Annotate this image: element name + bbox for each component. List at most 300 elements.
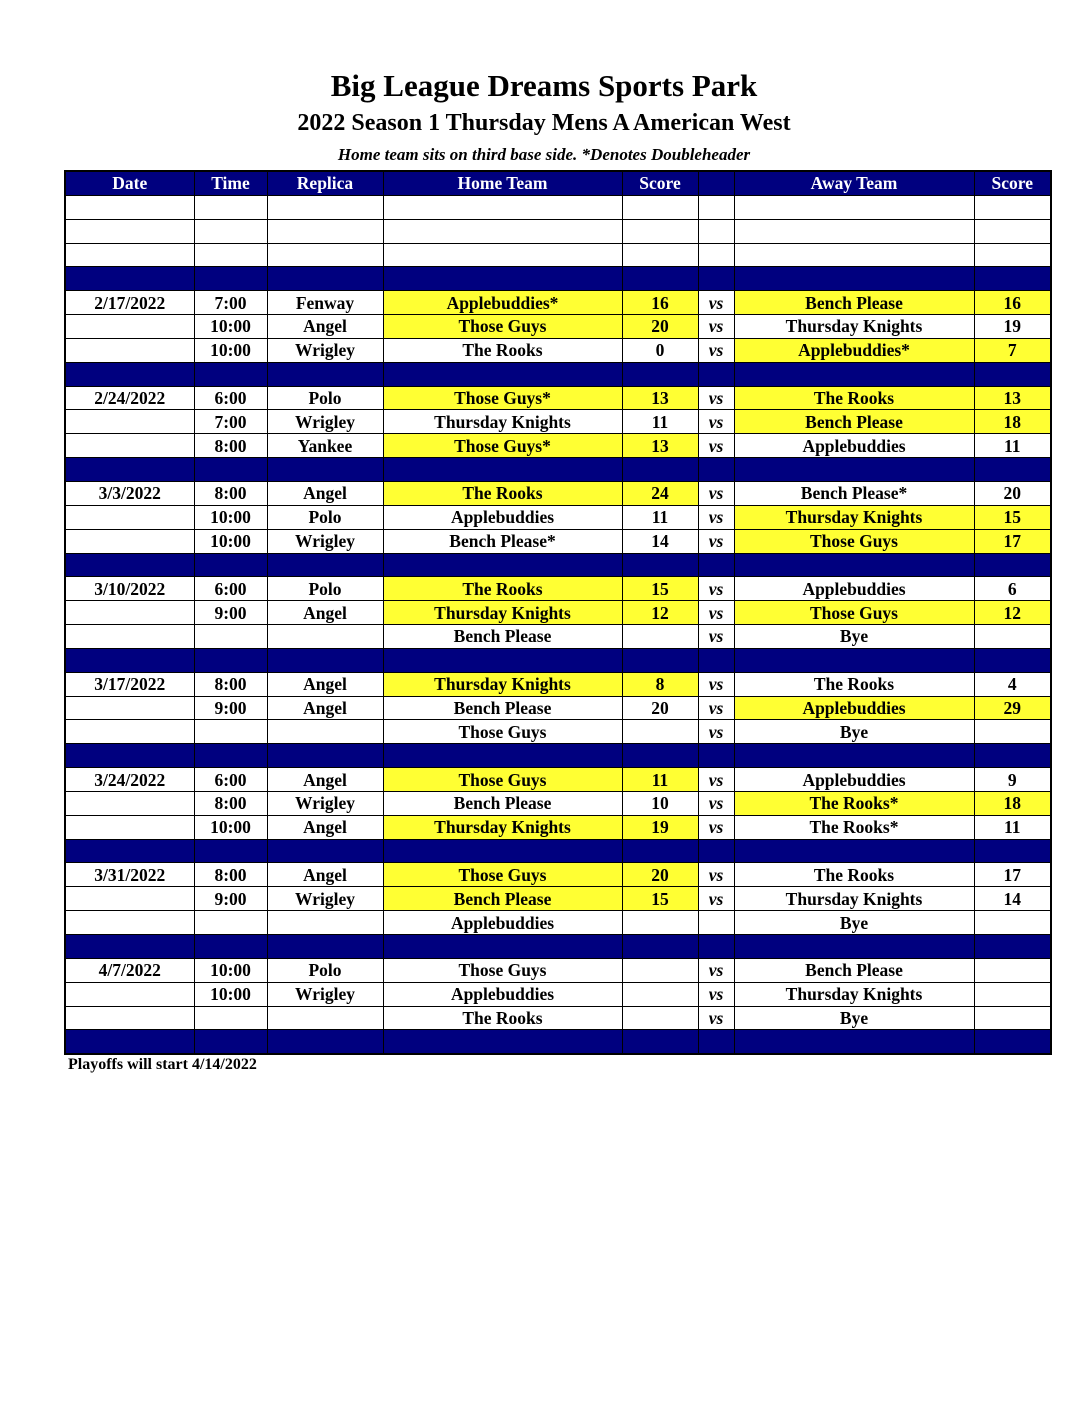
home-team-cell: Thursday Knights bbox=[383, 815, 622, 839]
home-team-cell: Bench Please bbox=[383, 696, 622, 720]
col-header-vs bbox=[698, 171, 734, 195]
vs-cell bbox=[698, 267, 734, 291]
table-row bbox=[65, 625, 1051, 649]
home-team-cell bbox=[383, 267, 622, 291]
away-team-cell: Bye bbox=[734, 625, 974, 649]
date-cell: 2/17/2022 bbox=[65, 291, 194, 315]
home-score-cell: 20 bbox=[622, 315, 698, 339]
time-cell: 10:00 bbox=[194, 338, 267, 362]
home-team-cell: The Rooks bbox=[383, 1006, 622, 1030]
date-cell bbox=[65, 601, 194, 625]
time-cell: 10:00 bbox=[194, 529, 267, 553]
week-separator-row bbox=[65, 648, 1051, 672]
page-subtitle: 2022 Season 1 Thursday Mens A American West bbox=[297, 110, 791, 136]
date-cell: 3/31/2022 bbox=[65, 863, 194, 887]
week-separator-row bbox=[65, 839, 1051, 863]
time-cell: 8:00 bbox=[194, 791, 267, 815]
date-cell bbox=[65, 243, 194, 267]
home-team-cell: The Rooks bbox=[383, 577, 622, 601]
replica-cell bbox=[267, 935, 383, 959]
away-team-cell bbox=[734, 362, 974, 386]
away-score-cell bbox=[974, 195, 1051, 219]
table-row bbox=[65, 601, 1051, 625]
away-score-cell bbox=[974, 982, 1051, 1006]
date-cell bbox=[65, 553, 194, 577]
home-score-cell bbox=[622, 458, 698, 482]
home-team-cell bbox=[383, 458, 622, 482]
time-cell: 6:00 bbox=[194, 386, 267, 410]
home-team-cell bbox=[383, 219, 622, 243]
vs-cell: vs bbox=[698, 291, 734, 315]
vs-cell bbox=[698, 362, 734, 386]
away-score-cell bbox=[974, 219, 1051, 243]
time-cell: 8:00 bbox=[194, 863, 267, 887]
away-score-cell: 11 bbox=[974, 815, 1051, 839]
home-score-cell bbox=[622, 553, 698, 577]
home-score-cell: 19 bbox=[622, 815, 698, 839]
replica-cell bbox=[267, 195, 383, 219]
away-team-cell: Those Guys bbox=[734, 601, 974, 625]
home-team-cell: Applebuddies bbox=[383, 911, 622, 935]
table-row bbox=[65, 338, 1051, 362]
away-team-cell: Thursday Knights bbox=[734, 982, 974, 1006]
home-score-cell bbox=[622, 1030, 698, 1054]
away-team-cell: Bench Please bbox=[734, 291, 974, 315]
home-score-cell bbox=[622, 648, 698, 672]
home-team-cell: Applebuddies bbox=[383, 505, 622, 529]
time-cell bbox=[194, 362, 267, 386]
week-separator-row bbox=[65, 553, 1051, 577]
home-score-cell bbox=[622, 744, 698, 768]
vs-cell: vs bbox=[698, 315, 734, 339]
replica-cell: Wrigley bbox=[267, 887, 383, 911]
replica-cell bbox=[267, 243, 383, 267]
away-team-cell: The Rooks bbox=[734, 863, 974, 887]
vs-cell bbox=[698, 195, 734, 219]
away-score-cell: 17 bbox=[974, 529, 1051, 553]
replica-cell: Angel bbox=[267, 672, 383, 696]
date-cell bbox=[65, 815, 194, 839]
time-cell: 10:00 bbox=[194, 505, 267, 529]
away-team-cell bbox=[734, 195, 974, 219]
home-team-cell bbox=[383, 935, 622, 959]
time-cell bbox=[194, 553, 267, 577]
replica-cell: Wrigley bbox=[267, 791, 383, 815]
replica-cell: Yankee bbox=[267, 434, 383, 458]
home-team-cell: Those Guys bbox=[383, 720, 622, 744]
table-row bbox=[65, 768, 1051, 792]
away-team-cell: Thursday Knights bbox=[734, 315, 974, 339]
away-score-cell bbox=[974, 1006, 1051, 1030]
table-row bbox=[65, 911, 1051, 935]
away-score-cell bbox=[974, 744, 1051, 768]
table-row bbox=[65, 672, 1051, 696]
vs-cell bbox=[698, 744, 734, 768]
away-score-cell: 6 bbox=[974, 577, 1051, 601]
away-score-cell bbox=[974, 362, 1051, 386]
time-cell: 6:00 bbox=[194, 768, 267, 792]
home-team-cell: Thursday Knights bbox=[383, 601, 622, 625]
date-cell bbox=[65, 911, 194, 935]
week-separator-row bbox=[65, 1030, 1051, 1054]
away-score-cell: 18 bbox=[974, 791, 1051, 815]
home-score-cell bbox=[622, 243, 698, 267]
away-score-cell: 7 bbox=[974, 338, 1051, 362]
home-team-cell: The Rooks bbox=[383, 338, 622, 362]
vs-cell bbox=[698, 458, 734, 482]
col-header-home-score: Score bbox=[622, 171, 698, 195]
week-separator-row bbox=[65, 362, 1051, 386]
home-team-cell: Those Guys* bbox=[383, 434, 622, 458]
replica-cell bbox=[267, 911, 383, 935]
week-separator-row bbox=[65, 267, 1051, 291]
replica-cell: Angel bbox=[267, 815, 383, 839]
away-score-cell: 9 bbox=[974, 768, 1051, 792]
replica-cell bbox=[267, 744, 383, 768]
away-score-cell: 13 bbox=[974, 386, 1051, 410]
home-score-cell bbox=[622, 267, 698, 291]
home-team-cell: Thursday Knights bbox=[383, 672, 622, 696]
away-score-cell bbox=[974, 243, 1051, 267]
date-cell bbox=[65, 935, 194, 959]
table-row bbox=[65, 434, 1051, 458]
home-team-cell: Bench Please* bbox=[383, 529, 622, 553]
replica-cell bbox=[267, 720, 383, 744]
home-score-cell: 12 bbox=[622, 601, 698, 625]
away-score-cell bbox=[974, 625, 1051, 649]
table-row bbox=[65, 1006, 1051, 1030]
home-score-cell bbox=[622, 362, 698, 386]
replica-cell: Wrigley bbox=[267, 410, 383, 434]
vs-cell: vs bbox=[698, 720, 734, 744]
away-score-cell bbox=[974, 958, 1051, 982]
time-cell: 8:00 bbox=[194, 434, 267, 458]
away-score-cell: 14 bbox=[974, 887, 1051, 911]
replica-cell bbox=[267, 625, 383, 649]
away-team-cell: Bench Please bbox=[734, 958, 974, 982]
date-cell bbox=[65, 267, 194, 291]
col-header-replica: Replica bbox=[267, 171, 383, 195]
replica-cell: Fenway bbox=[267, 291, 383, 315]
away-team-cell: Bye bbox=[734, 1006, 974, 1030]
replica-cell bbox=[267, 648, 383, 672]
week-separator-row bbox=[65, 935, 1051, 959]
home-team-cell bbox=[383, 243, 622, 267]
time-cell bbox=[194, 267, 267, 291]
away-score-cell bbox=[974, 1030, 1051, 1054]
away-team-cell: Bench Please* bbox=[734, 481, 974, 505]
replica-cell: Angel bbox=[267, 315, 383, 339]
away-team-cell bbox=[734, 243, 974, 267]
home-team-cell: Applebuddies bbox=[383, 982, 622, 1006]
replica-cell bbox=[267, 458, 383, 482]
home-score-cell: 11 bbox=[622, 768, 698, 792]
vs-cell: vs bbox=[698, 791, 734, 815]
away-score-cell: 18 bbox=[974, 410, 1051, 434]
home-team-cell: Bench Please bbox=[383, 625, 622, 649]
time-cell bbox=[194, 839, 267, 863]
away-score-cell bbox=[974, 839, 1051, 863]
away-score-cell bbox=[974, 911, 1051, 935]
week-separator-row bbox=[65, 458, 1051, 482]
time-cell: 7:00 bbox=[194, 291, 267, 315]
vs-cell: vs bbox=[698, 1006, 734, 1030]
date-cell: 3/24/2022 bbox=[65, 768, 194, 792]
table-row bbox=[65, 291, 1051, 315]
home-score-cell: 20 bbox=[622, 863, 698, 887]
time-cell bbox=[194, 1006, 267, 1030]
home-score-cell: 14 bbox=[622, 529, 698, 553]
date-cell bbox=[65, 696, 194, 720]
replica-cell: Wrigley bbox=[267, 529, 383, 553]
table-row bbox=[65, 791, 1051, 815]
home-score-cell bbox=[622, 1006, 698, 1030]
schedule-note: Home team sits on third base side. *Denotes Doubleheader bbox=[337, 145, 751, 164]
replica-cell bbox=[267, 839, 383, 863]
vs-cell: vs bbox=[698, 601, 734, 625]
replica-cell: Polo bbox=[267, 505, 383, 529]
vs-cell bbox=[698, 1030, 734, 1054]
replica-cell: Angel bbox=[267, 863, 383, 887]
date-cell bbox=[65, 720, 194, 744]
vs-cell: vs bbox=[698, 982, 734, 1006]
away-score-cell: 19 bbox=[974, 315, 1051, 339]
time-cell bbox=[194, 1030, 267, 1054]
replica-cell bbox=[267, 553, 383, 577]
away-team-cell: The Rooks bbox=[734, 672, 974, 696]
table-row bbox=[65, 529, 1051, 553]
time-cell bbox=[194, 195, 267, 219]
home-team-cell: Bench Please bbox=[383, 791, 622, 815]
away-team-cell: Thursday Knights bbox=[734, 887, 974, 911]
vs-cell: vs bbox=[698, 434, 734, 458]
vs-cell bbox=[698, 935, 734, 959]
away-score-cell bbox=[974, 267, 1051, 291]
date-cell bbox=[65, 434, 194, 458]
away-team-cell: Applebuddies bbox=[734, 768, 974, 792]
replica-cell bbox=[267, 219, 383, 243]
away-team-cell bbox=[734, 219, 974, 243]
away-team-cell: Thursday Knights bbox=[734, 505, 974, 529]
vs-cell: vs bbox=[698, 505, 734, 529]
home-score-cell bbox=[622, 911, 698, 935]
vs-cell: vs bbox=[698, 625, 734, 649]
date-cell bbox=[65, 410, 194, 434]
away-score-cell: 11 bbox=[974, 434, 1051, 458]
home-team-cell bbox=[383, 1030, 622, 1054]
away-team-cell: Those Guys bbox=[734, 529, 974, 553]
date-cell bbox=[65, 195, 194, 219]
home-score-cell: 15 bbox=[622, 887, 698, 911]
home-team-cell: Those Guys bbox=[383, 768, 622, 792]
date-cell bbox=[65, 458, 194, 482]
time-cell bbox=[194, 935, 267, 959]
home-score-cell: 13 bbox=[622, 386, 698, 410]
playoffs-note: Playoffs will start 4/14/2022 bbox=[68, 1056, 257, 1073]
date-cell: 3/3/2022 bbox=[65, 481, 194, 505]
home-team-cell bbox=[383, 553, 622, 577]
col-header-away-score: Score bbox=[974, 171, 1051, 195]
time-cell: 7:00 bbox=[194, 410, 267, 434]
home-team-cell: Those Guys bbox=[383, 863, 622, 887]
date-cell bbox=[65, 1006, 194, 1030]
time-cell: 6:00 bbox=[194, 577, 267, 601]
time-cell: 8:00 bbox=[194, 481, 267, 505]
away-score-cell: 4 bbox=[974, 672, 1051, 696]
replica-cell bbox=[267, 1006, 383, 1030]
away-score-cell bbox=[974, 648, 1051, 672]
time-cell: 9:00 bbox=[194, 696, 267, 720]
time-cell: 10:00 bbox=[194, 315, 267, 339]
date-cell bbox=[65, 362, 194, 386]
away-team-cell: The Rooks* bbox=[734, 791, 974, 815]
replica-cell: Polo bbox=[267, 958, 383, 982]
home-score-cell bbox=[622, 195, 698, 219]
table-row bbox=[65, 982, 1051, 1006]
vs-cell: vs bbox=[698, 768, 734, 792]
replica-cell bbox=[267, 267, 383, 291]
away-team-cell bbox=[734, 648, 974, 672]
table-row bbox=[65, 505, 1051, 529]
date-cell bbox=[65, 625, 194, 649]
schedule-body bbox=[65, 195, 1051, 1054]
time-cell: 10:00 bbox=[194, 815, 267, 839]
empty-row bbox=[65, 219, 1051, 243]
table-row bbox=[65, 696, 1051, 720]
replica-cell: Polo bbox=[267, 577, 383, 601]
away-score-cell bbox=[974, 553, 1051, 577]
date-cell bbox=[65, 648, 194, 672]
home-team-cell: Those Guys bbox=[383, 958, 622, 982]
replica-cell: Polo bbox=[267, 386, 383, 410]
away-score-cell bbox=[974, 458, 1051, 482]
time-cell bbox=[194, 648, 267, 672]
replica-cell bbox=[267, 362, 383, 386]
home-score-cell: 16 bbox=[622, 291, 698, 315]
home-team-cell: The Rooks bbox=[383, 481, 622, 505]
away-team-cell bbox=[734, 267, 974, 291]
vs-cell: vs bbox=[698, 386, 734, 410]
vs-cell bbox=[698, 648, 734, 672]
vs-cell: vs bbox=[698, 672, 734, 696]
away-team-cell bbox=[734, 458, 974, 482]
time-cell bbox=[194, 744, 267, 768]
home-team-cell bbox=[383, 362, 622, 386]
home-team-cell: Those Guys bbox=[383, 315, 622, 339]
away-score-cell: 20 bbox=[974, 481, 1051, 505]
home-score-cell: 20 bbox=[622, 696, 698, 720]
away-score-cell: 17 bbox=[974, 863, 1051, 887]
date-cell bbox=[65, 839, 194, 863]
home-team-cell bbox=[383, 839, 622, 863]
date-cell bbox=[65, 791, 194, 815]
home-team-cell bbox=[383, 195, 622, 219]
away-score-cell: 16 bbox=[974, 291, 1051, 315]
table-row bbox=[65, 815, 1051, 839]
empty-row bbox=[65, 243, 1051, 267]
vs-cell: vs bbox=[698, 696, 734, 720]
vs-cell: vs bbox=[698, 529, 734, 553]
vs-cell bbox=[698, 219, 734, 243]
home-score-cell: 0 bbox=[622, 338, 698, 362]
col-header-date: Date bbox=[65, 171, 194, 195]
home-score-cell bbox=[622, 935, 698, 959]
away-team-cell bbox=[734, 744, 974, 768]
home-team-cell: Applebuddies* bbox=[383, 291, 622, 315]
table-row bbox=[65, 481, 1051, 505]
table-row bbox=[65, 315, 1051, 339]
away-team-cell: Applebuddies* bbox=[734, 338, 974, 362]
home-score-cell bbox=[622, 625, 698, 649]
date-cell bbox=[65, 529, 194, 553]
away-score-cell: 12 bbox=[974, 601, 1051, 625]
col-header-home-team: Home Team bbox=[383, 171, 622, 195]
away-team-cell: The Rooks* bbox=[734, 815, 974, 839]
vs-cell: vs bbox=[698, 338, 734, 362]
vs-cell: vs bbox=[698, 958, 734, 982]
away-score-cell bbox=[974, 935, 1051, 959]
vs-cell bbox=[698, 243, 734, 267]
home-team-cell: Bench Please bbox=[383, 887, 622, 911]
home-score-cell: 15 bbox=[622, 577, 698, 601]
home-score-cell: 13 bbox=[622, 434, 698, 458]
home-score-cell bbox=[622, 839, 698, 863]
away-team-cell bbox=[734, 1030, 974, 1054]
week-separator-row bbox=[65, 744, 1051, 768]
away-team-cell bbox=[734, 935, 974, 959]
vs-cell: vs bbox=[698, 481, 734, 505]
away-team-cell: Bye bbox=[734, 911, 974, 935]
vs-cell bbox=[698, 911, 734, 935]
away-score-cell: 15 bbox=[974, 505, 1051, 529]
table-header-row bbox=[65, 171, 1051, 195]
away-team-cell: Applebuddies bbox=[734, 434, 974, 458]
home-score-cell bbox=[622, 720, 698, 744]
time-cell bbox=[194, 720, 267, 744]
replica-cell bbox=[267, 1030, 383, 1054]
time-cell bbox=[194, 219, 267, 243]
home-team-cell bbox=[383, 648, 622, 672]
date-cell bbox=[65, 744, 194, 768]
date-cell: 3/17/2022 bbox=[65, 672, 194, 696]
time-cell bbox=[194, 243, 267, 267]
table-row bbox=[65, 863, 1051, 887]
away-team-cell bbox=[734, 553, 974, 577]
vs-cell: vs bbox=[698, 863, 734, 887]
date-cell bbox=[65, 338, 194, 362]
away-team-cell: The Rooks bbox=[734, 386, 974, 410]
home-score-cell: 11 bbox=[622, 505, 698, 529]
schedule-table bbox=[64, 170, 1052, 1055]
table-row bbox=[65, 386, 1051, 410]
vs-cell: vs bbox=[698, 577, 734, 601]
home-score-cell: 11 bbox=[622, 410, 698, 434]
date-cell: 2/24/2022 bbox=[65, 386, 194, 410]
home-score-cell bbox=[622, 982, 698, 1006]
away-team-cell: Bye bbox=[734, 720, 974, 744]
empty-row bbox=[65, 195, 1051, 219]
table-row bbox=[65, 958, 1051, 982]
away-team-cell bbox=[734, 839, 974, 863]
vs-cell bbox=[698, 839, 734, 863]
table-row bbox=[65, 410, 1051, 434]
date-cell: 4/7/2022 bbox=[65, 958, 194, 982]
col-header-away-team: Away Team bbox=[734, 171, 974, 195]
away-team-cell: Applebuddies bbox=[734, 577, 974, 601]
time-cell: 10:00 bbox=[194, 958, 267, 982]
away-score-cell: 29 bbox=[974, 696, 1051, 720]
date-cell bbox=[65, 887, 194, 911]
